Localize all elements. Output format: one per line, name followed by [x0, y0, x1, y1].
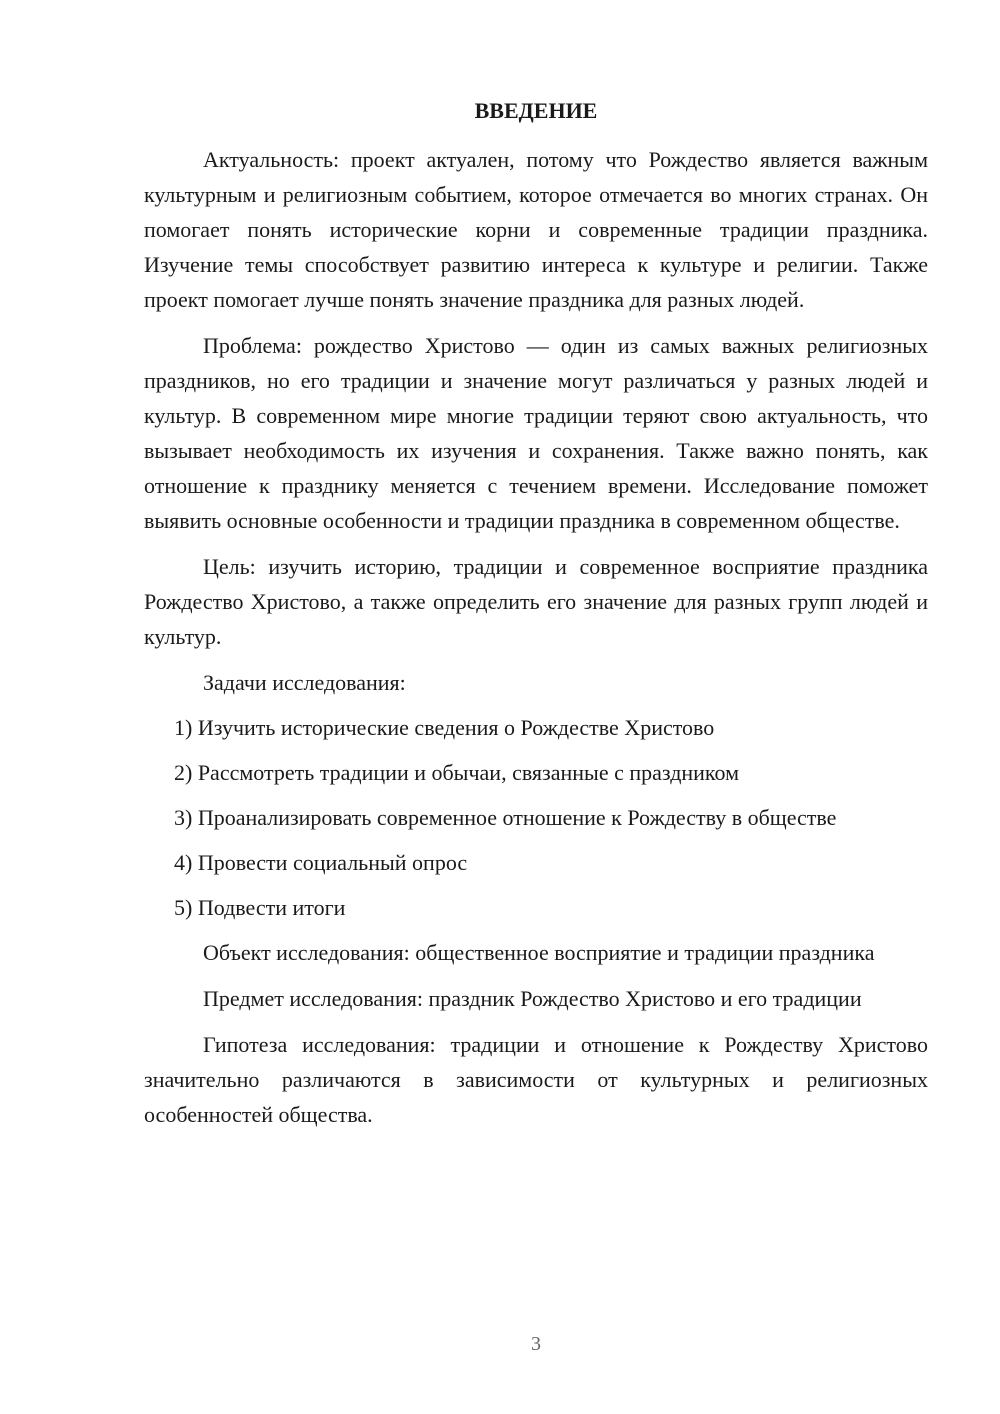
paragraph-subject: Предмет исследования: праздник Рождество Христово и его традиции [203, 986, 862, 1011]
task-list [144, 710, 928, 925]
tasks-heading: Задачи исследования: [203, 670, 406, 695]
task-item: 1) Изучить исторические сведения о Рождестве Христово [174, 715, 715, 740]
paragraph-problem: Проблема: рождество Христово — один из самых важных религиозных праздников, но его традиции и значение могут различаться у разных людей и культур. В современном мире многие традиции теряют свою актуальность, что вызывает необходимость их изучения и сохранения. Также важно понять, как отношение к празднику меняется с течением времени. Исследование поможет выявить основные особенности и традиции праздника в современном обществе. [144, 333, 928, 533]
paragraph-hypothesis: Гипотеза исследования: традиции и отношение к Рождеству Христово значительно различаются в зависимости от культурных и религиозных особенностей общества. [144, 1032, 928, 1127]
page-content [144, 96, 928, 1143]
task-item: 2) Рассмотреть традиции и обычаи, связанные с праздником [174, 760, 740, 785]
section-title: ВВЕДЕНИЕ [474, 98, 598, 123]
task-item: 5) Подвести итоги [174, 895, 346, 920]
page-number: 3 [531, 1333, 541, 1355]
task-item: 4) Провести социальный опрос [174, 850, 468, 875]
paragraph-goal: Цель: изучить историю, традиции и современное восприятие праздника Рождество Христово, а также определить его значение для разных групп людей и культур. [144, 554, 928, 649]
task-item: 3) Проанализировать современное отношение к Рождеству в обществе [174, 805, 837, 830]
paragraph-object: Объект исследования: общественное восприятие и традиции праздника [203, 940, 875, 965]
paragraph-relevance: Актуальность: проект актуален, потому что Рождество является важным культурным и религиозным событием, которое отмечается во многих странах. Он помогает понять исторические корни и современные традиции праздника. Изучение темы способствует развитию интереса к культуре и религии. Также проект помогает лучше понять значение праздника для разных людей. [144, 147, 928, 312]
